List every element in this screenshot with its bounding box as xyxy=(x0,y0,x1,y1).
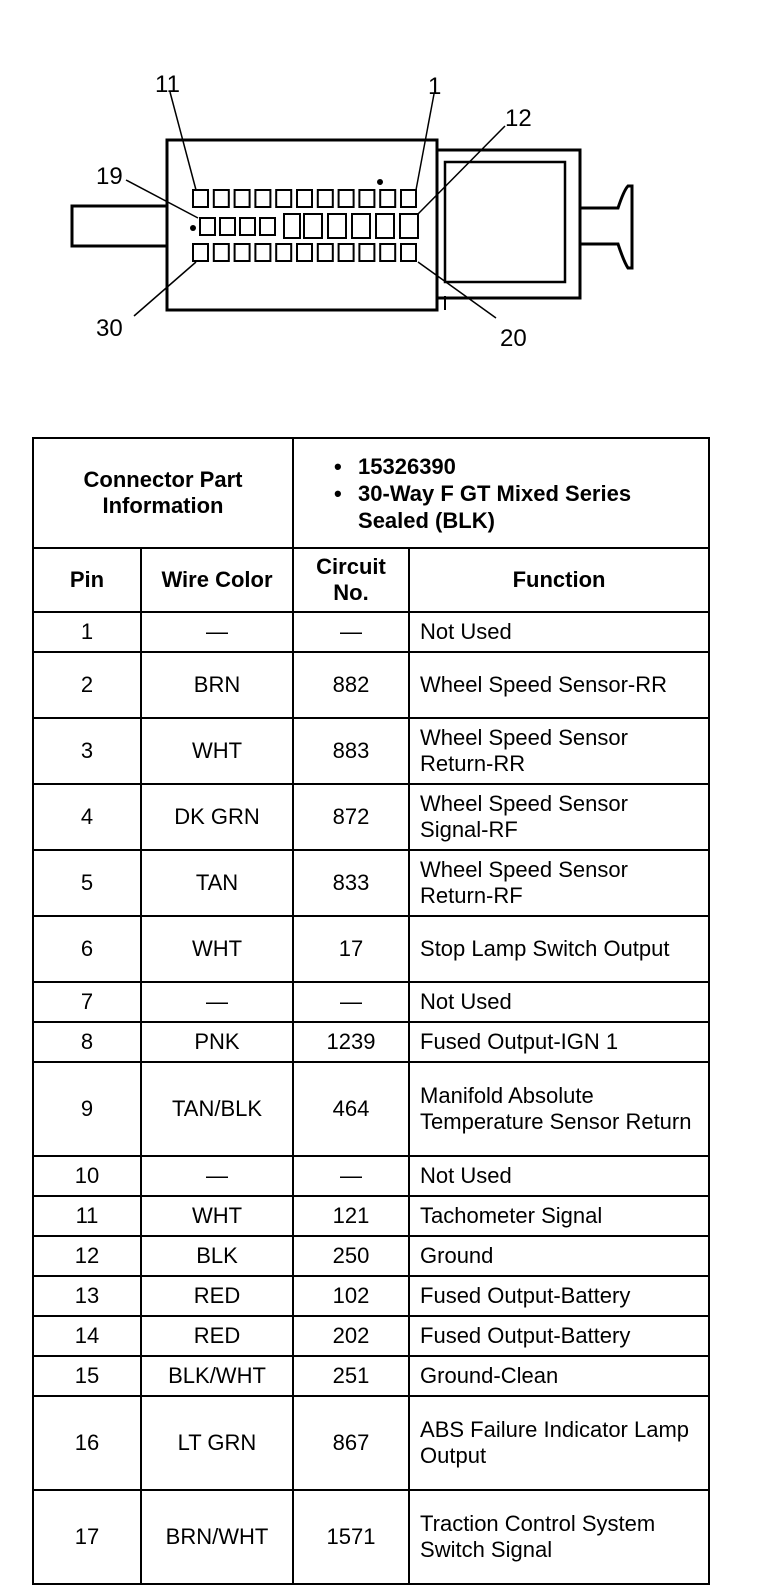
column-header-pin: Pin xyxy=(33,548,141,612)
table-row xyxy=(33,612,709,652)
pin-cell: 13 xyxy=(33,1276,141,1316)
circuit-cell: 102 xyxy=(293,1276,409,1316)
circuit-cell: 882 xyxy=(293,652,409,718)
function-cell: Traction Control System Switch Signal xyxy=(409,1490,709,1584)
pin-cell: 6 xyxy=(33,916,141,982)
function-cell: Wheel Speed Sensor-RR xyxy=(409,652,709,718)
table-row xyxy=(33,1356,709,1396)
table-row xyxy=(33,1196,709,1236)
wire-color-cell: TAN/BLK xyxy=(141,1062,293,1156)
pin-cell: 4 xyxy=(33,784,141,850)
wire-color-cell: BRN/WHT xyxy=(141,1490,293,1584)
table-row xyxy=(33,784,709,850)
function-cell: Ground-Clean xyxy=(409,1356,709,1396)
column-header-circuit: Circuit No. xyxy=(293,548,409,612)
pin-cell: 12 xyxy=(33,1236,141,1276)
wire-color-cell: DK GRN xyxy=(141,784,293,850)
function-cell: Wheel Speed Sensor Signal-RF xyxy=(409,784,709,850)
circuit-cell: — xyxy=(293,612,409,652)
function-cell: Manifold Absolute Temperature Sensor Return xyxy=(409,1062,709,1156)
pin-label-11: 11 xyxy=(155,71,180,98)
table-row xyxy=(33,1062,709,1156)
wire-color-cell: BRN xyxy=(141,652,293,718)
pin-label-20: 20 xyxy=(500,325,527,352)
wire-color-cell: WHT xyxy=(141,718,293,784)
column-header-row xyxy=(33,548,709,612)
connector-description: • 30-Way F GT Mixed Series Sealed (BLK) xyxy=(334,480,698,534)
circuit-cell: 883 xyxy=(293,718,409,784)
connector-info-row xyxy=(33,438,709,548)
pin-cell: 9 xyxy=(33,1062,141,1156)
wire-color-cell: RED xyxy=(141,1316,293,1356)
function-cell: Stop Lamp Switch Output xyxy=(409,916,709,982)
table-row xyxy=(33,982,709,1022)
pin-label-30: 30 xyxy=(96,315,123,342)
wire-color-cell: — xyxy=(141,1156,293,1196)
table-row xyxy=(33,1490,709,1584)
connector-info-values xyxy=(293,438,709,548)
pin-cell: 8 xyxy=(33,1022,141,1062)
pin-label-12: 12 xyxy=(505,105,532,132)
pin-cell: 5 xyxy=(33,850,141,916)
pin-cell: 3 xyxy=(33,718,141,784)
function-cell: Not Used xyxy=(409,612,709,652)
pin-label-19: 19 xyxy=(96,163,123,190)
table-row xyxy=(33,850,709,916)
table-row xyxy=(33,916,709,982)
wire-color-cell: BLK/WHT xyxy=(141,1356,293,1396)
pin-cell: 1 xyxy=(33,612,141,652)
wire-color-cell: — xyxy=(141,982,293,1022)
circuit-cell: 464 xyxy=(293,1062,409,1156)
function-cell: Fused Output-IGN 1 xyxy=(409,1022,709,1062)
wire-color-cell: TAN xyxy=(141,850,293,916)
circuit-cell: 833 xyxy=(293,850,409,916)
part-number: • 15326390 xyxy=(334,453,698,480)
wire-color-cell: PNK xyxy=(141,1022,293,1062)
wire-color-cell: WHT xyxy=(141,916,293,982)
circuit-cell: 250 xyxy=(293,1236,409,1276)
wire-color-cell: — xyxy=(141,612,293,652)
function-cell: Not Used xyxy=(409,1156,709,1196)
wire-color-cell: BLK xyxy=(141,1236,293,1276)
function-cell: Ground xyxy=(409,1236,709,1276)
pin-label-1: 1 xyxy=(428,73,442,100)
pin-cell: 11 xyxy=(33,1196,141,1236)
wire-color-cell: RED xyxy=(141,1276,293,1316)
function-cell: Wheel Speed Sensor Return-RF xyxy=(409,850,709,916)
pin-cell: 14 xyxy=(33,1316,141,1356)
function-cell: Wheel Speed Sensor Return-RR xyxy=(409,718,709,784)
pin-cell: 10 xyxy=(33,1156,141,1196)
function-cell: ABS Failure Indicator Lamp Output xyxy=(409,1396,709,1490)
table-row xyxy=(33,1156,709,1196)
column-header-function: Function xyxy=(409,548,709,612)
circuit-cell: 1239 xyxy=(293,1022,409,1062)
table-row xyxy=(33,718,709,784)
circuit-cell: 121 xyxy=(293,1196,409,1236)
connector-diagram xyxy=(0,0,768,380)
connector-table xyxy=(32,437,710,1585)
table-row xyxy=(33,1276,709,1316)
function-cell: Fused Output-Battery xyxy=(409,1276,709,1316)
table-row xyxy=(33,1022,709,1062)
table-row xyxy=(33,1316,709,1356)
circuit-cell: — xyxy=(293,982,409,1022)
circuit-cell: 251 xyxy=(293,1356,409,1396)
pin-cell: 15 xyxy=(33,1356,141,1396)
function-cell: Not Used xyxy=(409,982,709,1022)
wire-color-cell: LT GRN xyxy=(141,1396,293,1490)
circuit-cell: 872 xyxy=(293,784,409,850)
pin-cell: 2 xyxy=(33,652,141,718)
circuit-cell: 17 xyxy=(293,916,409,982)
circuit-cell: 867 xyxy=(293,1396,409,1490)
circuit-cell: 1571 xyxy=(293,1490,409,1584)
pin-cell: 17 xyxy=(33,1490,141,1584)
table-row xyxy=(33,652,709,718)
table-row xyxy=(33,1236,709,1276)
pin-cell: 7 xyxy=(33,982,141,1022)
wire-color-cell: WHT xyxy=(141,1196,293,1236)
connector-info-label: Connector Part Information xyxy=(33,438,293,548)
function-cell: Tachometer Signal xyxy=(409,1196,709,1236)
circuit-cell: 202 xyxy=(293,1316,409,1356)
column-header-wire-color: Wire Color xyxy=(141,548,293,612)
table-row xyxy=(33,1396,709,1490)
circuit-cell: — xyxy=(293,1156,409,1196)
function-cell: Fused Output-Battery xyxy=(409,1316,709,1356)
pin-cell: 16 xyxy=(33,1396,141,1490)
